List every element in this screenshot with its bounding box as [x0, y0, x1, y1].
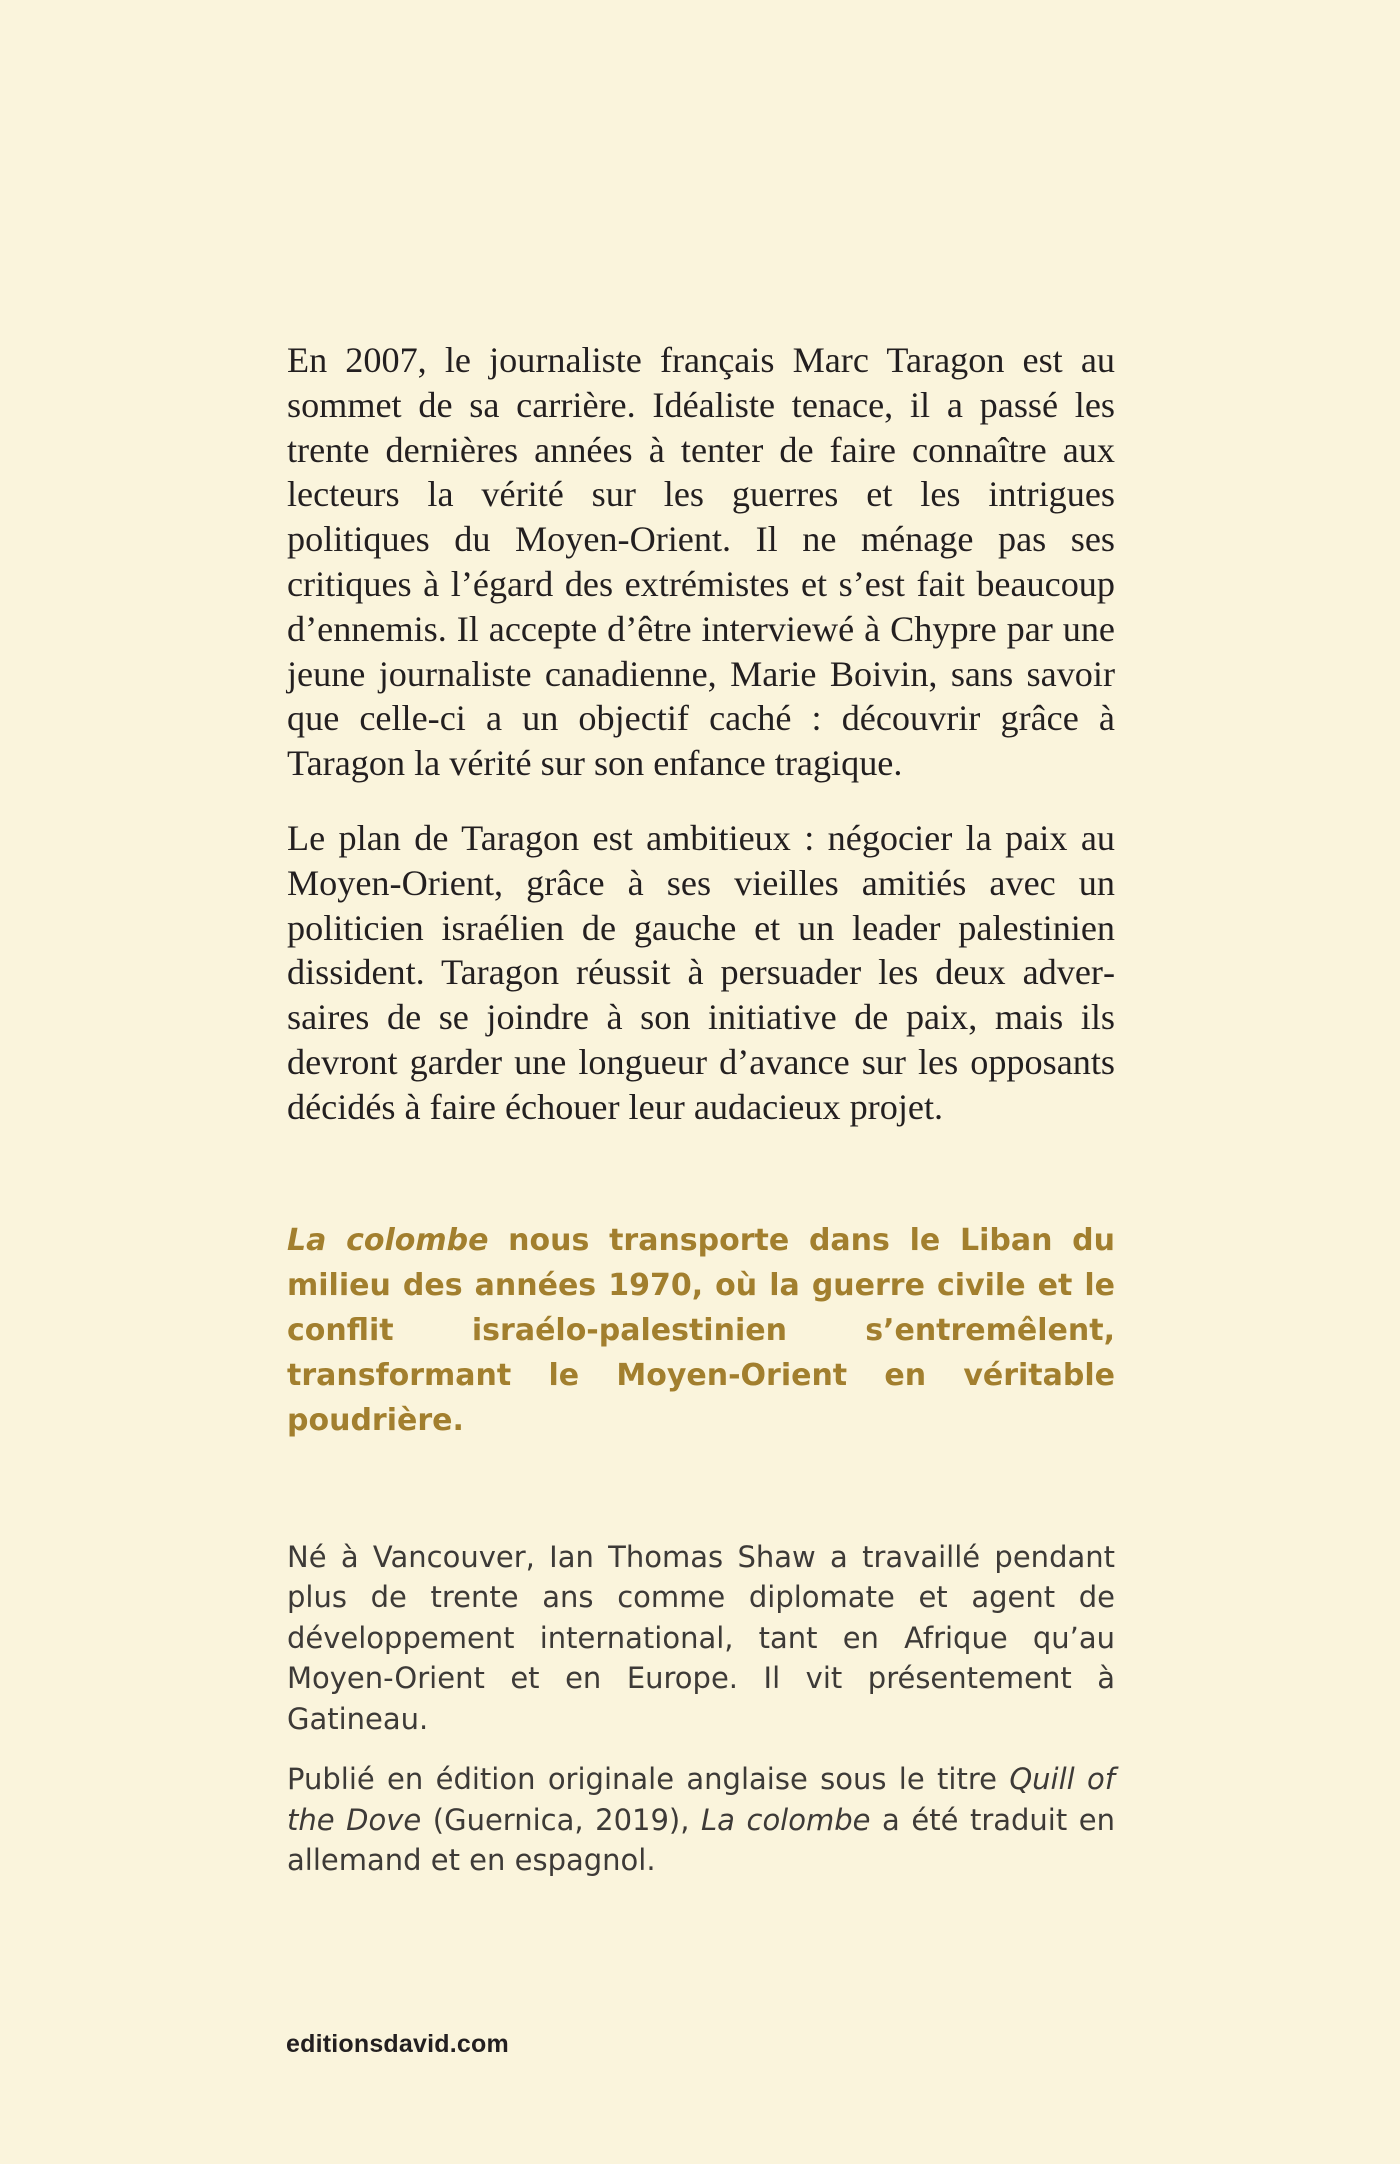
bio-paragraph-2-start: Publié en édition originale anglaise sous le titre [287, 1762, 1010, 1797]
original-title: Quill of the Dove [287, 1762, 1115, 1837]
bio-paragraph-2-end: a été traduit en allemand et en espagnol. [287, 1802, 1116, 1878]
synopsis-paragraph-1: En 2007, le journaliste français Marc Taragon est au sommet de sa carrière. Idéaliste tenace, il a passé les trente dernières années à tenter de faire connaître aux lecteurs la vérité sur les guerres et les intrigues politiques du Moyen-Orient. Il ne ménage pas ses critiques à l’égard des extrémistes et s’est fait beaucoup d’ennemis. Il accepte d’être interviewé à Chypre par une jeune journaliste canadienne, Marie Boivin, sans savoir que celle-ci a un objectif caché : découvrir grâce à Taragon la vérité sur son enfance tragique. [287, 340, 1115, 784]
bio-paragraph-2 [287, 1759, 1115, 1881]
bio-paragraph-1: Né à Vancouver, Ian Thomas Shaw a travaillé pendant plus de trente ans comme diplomate et agent de développement international, tant en Afrique qu’au Moyen-Orient et en Europe. Il vit présentement à Gatineau. [287, 1539, 1115, 1736]
author-bio [287, 1537, 1115, 1881]
tagline [287, 1218, 1115, 1443]
publisher-website: editionsdavid.com [286, 2030, 509, 2058]
back-cover-content [287, 338, 1115, 1881]
tagline-text: nous transporte dans le Liban du milieu des années 1970, où la guerre civile et le conflit israélo-palestinien s’entremêlent, transformant le Moyen-Orient en véritable poudrière. [287, 1222, 1115, 1438]
bio-paragraph-2-middle: (Guernica, 2019), [421, 1802, 702, 1837]
synopsis [287, 338, 1115, 1130]
tagline-book-title: La colombe [287, 1222, 489, 1258]
tagline-paragraph [287, 1218, 1115, 1443]
french-title: La colombe [701, 1802, 871, 1837]
synopsis-paragraph-2: Le plan de Taragon est ambitieux : négocier la paix au Moyen-Orient, grâce à ses vieilles amitiés avec un politicien israélien de gauche et un leader palestinien dissident. Taragon réussit à persuader les deux adversaires de se joindre à son initiative de paix, mais ils devront garder une longueur d’avance sur les opposants décidés à faire échouer leur audacieux projet. [287, 817, 1115, 1127]
